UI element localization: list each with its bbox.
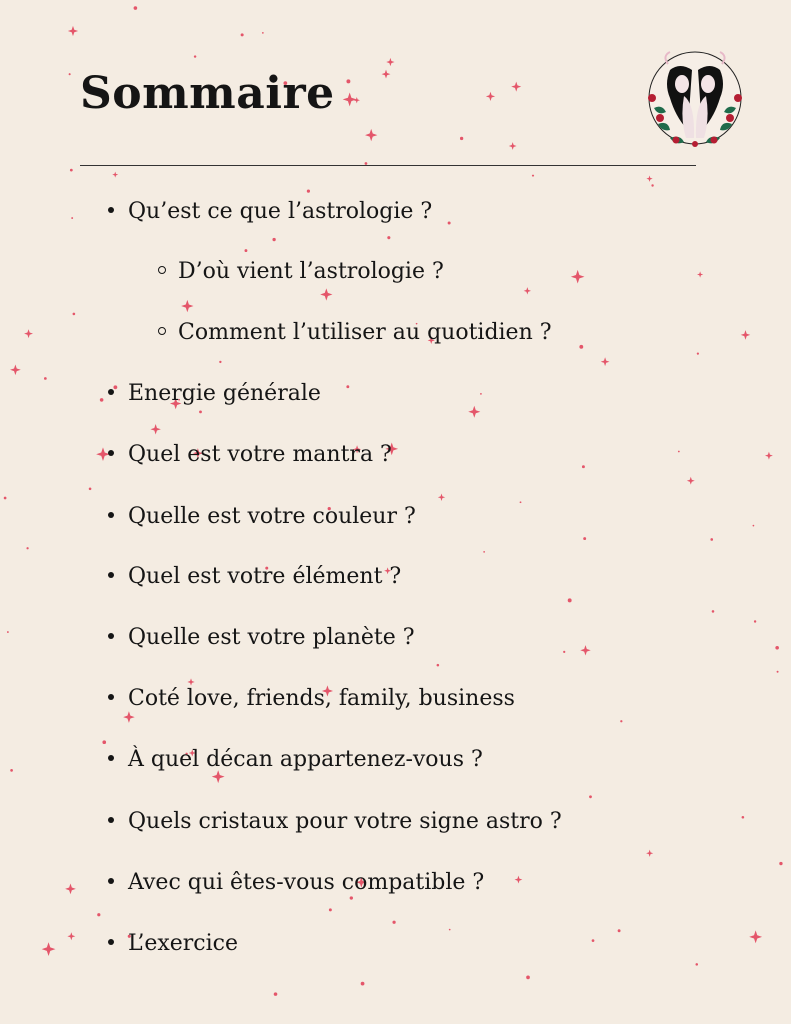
toc-item: [108, 562, 401, 592]
sparkle-star: [509, 142, 517, 150]
sparkle-star: [112, 172, 118, 178]
toc-item-label: Qu’est ce que l’astrologie ?: [128, 199, 433, 224]
toc-item: [108, 684, 515, 714]
toc-subitem: [158, 257, 444, 287]
star-dot: [583, 537, 586, 540]
star-dot: [651, 184, 653, 186]
star-dot: [526, 976, 530, 980]
star-dot: [100, 398, 104, 402]
star-dot: [742, 816, 745, 819]
sparkle-star: [68, 26, 78, 36]
star-dot: [618, 929, 621, 932]
toc-item-label: Quelle est votre couleur ?: [128, 504, 416, 529]
star-dot: [779, 862, 782, 865]
toc-item: [108, 745, 483, 775]
star-dot: [7, 631, 9, 633]
star-dot: [329, 908, 332, 911]
star-dot: [697, 353, 699, 355]
star-dot: [712, 610, 715, 613]
star-dot: [532, 175, 534, 177]
bullet-icon: [108, 633, 114, 639]
sparkle-star: [749, 930, 762, 943]
star-dot: [89, 487, 92, 490]
toc-item-label: Energie générale: [128, 381, 321, 406]
toc-item-label: Quel est votre mantra ?: [128, 442, 392, 467]
sparkle-star: [511, 82, 521, 92]
star-dot: [272, 238, 275, 241]
star-dot: [483, 551, 485, 553]
toc-item: [108, 929, 238, 959]
star-dot: [754, 620, 756, 622]
sparkle-star: [515, 876, 523, 884]
star-dot: [194, 55, 196, 57]
star-dot: [361, 982, 365, 986]
sparkle-star: [438, 494, 445, 501]
star-dot: [199, 410, 202, 413]
bullet-icon: [108, 207, 114, 213]
star-dot: [134, 6, 138, 10]
sparkle-star: [580, 645, 590, 655]
star-dot: [589, 795, 592, 798]
sparkle-star: [24, 329, 33, 338]
sparkle-star: [386, 58, 394, 66]
toc-item: [108, 502, 416, 532]
star-dot: [346, 385, 349, 388]
star-dot: [219, 361, 221, 363]
star-dot: [563, 651, 565, 653]
sparkle-star: [601, 357, 610, 366]
bullet-icon: [108, 817, 114, 823]
star-dot: [346, 79, 350, 83]
star-dot: [97, 913, 100, 916]
sparkle-star: [524, 287, 531, 294]
toc-item-label: L’exercice: [128, 931, 238, 956]
star-dot: [448, 221, 451, 224]
star-dot: [387, 236, 390, 239]
bullet-icon: [108, 878, 114, 884]
star-dot: [753, 525, 755, 527]
star-dot: [70, 169, 73, 172]
toc-item: [108, 379, 321, 409]
sparkle-star: [468, 406, 480, 418]
bullet-icon: [108, 512, 114, 518]
star-dot: [437, 664, 440, 667]
star-dot: [71, 217, 73, 219]
sparkle-star: [765, 452, 773, 460]
sparkle-star: [67, 932, 75, 940]
star-dot: [44, 377, 47, 380]
star-dot: [245, 249, 248, 252]
star-dot: [10, 769, 13, 772]
toc-subitem: [158, 318, 552, 348]
star-dot: [262, 32, 264, 34]
sparkle-star: [382, 70, 391, 79]
star-dot: [520, 501, 522, 503]
sparkle-star: [354, 97, 360, 103]
star-dot: [775, 646, 779, 650]
star-dot: [4, 497, 7, 500]
star-dot: [307, 190, 310, 193]
sparkle-star: [571, 270, 585, 284]
star-dot: [582, 465, 585, 468]
star-dot: [449, 929, 451, 931]
star-dot: [710, 538, 713, 541]
star-dot: [568, 598, 572, 602]
sparkle-star: [365, 129, 377, 141]
toc-item: [108, 440, 392, 470]
circle-bullet-icon: [158, 327, 166, 335]
star-dot: [102, 740, 106, 744]
star-dot: [73, 313, 76, 316]
bullet-icon: [108, 450, 114, 456]
toc-item-label: Coté love, friends, family, business: [128, 686, 515, 711]
toc-item: [108, 868, 484, 898]
sparkle-star: [181, 300, 193, 312]
toc-item: [108, 807, 562, 837]
sparkle-star: [10, 364, 21, 375]
star-dot: [241, 33, 244, 36]
sparkle-star: [741, 330, 751, 340]
toc-item-label: Comment l’utiliser au quotidien ?: [178, 320, 552, 345]
sparkle-star: [65, 884, 76, 895]
toc-item-label: Quelle est votre planète ?: [128, 625, 415, 650]
sparkle-star: [646, 176, 652, 182]
bullet-icon: [108, 572, 114, 578]
toc-item-label: Quel est votre élément ?: [128, 564, 402, 589]
bullet-icon: [108, 939, 114, 945]
toc-item-label: Avec qui êtes-vous compatible ?: [128, 870, 485, 895]
sparkle-star: [343, 92, 357, 106]
sparkle-star: [150, 424, 160, 434]
sparkle-star: [320, 288, 332, 300]
page-title: Sommaire: [80, 68, 335, 119]
star-dot: [274, 992, 278, 996]
bullet-icon: [108, 389, 114, 395]
title-divider: [80, 165, 696, 166]
star-dot: [69, 73, 71, 75]
star-dot: [620, 720, 622, 722]
toc-item: [108, 197, 432, 227]
star-dot: [26, 547, 28, 549]
star-dot: [579, 345, 583, 349]
star-dot: [460, 137, 463, 140]
bullet-icon: [108, 694, 114, 700]
toc-item-label: Quels cristaux pour votre signe astro ?: [128, 809, 562, 834]
circle-bullet-icon: [158, 266, 166, 274]
toc-item-label: À quel décan appartenez-vous ?: [128, 747, 483, 772]
sparkle-star: [486, 92, 495, 101]
star-dot: [392, 921, 395, 924]
sparkle-star: [687, 477, 695, 485]
sparkle-star: [42, 942, 56, 956]
star-dot: [695, 963, 698, 966]
sparkle-star: [646, 850, 653, 857]
gemini-twins-emblem-icon: [640, 48, 750, 152]
toc-item-label: D’où vient l’astrologie ?: [178, 259, 444, 284]
star-dot: [777, 671, 779, 673]
star-dot: [592, 939, 595, 942]
bullet-icon: [108, 755, 114, 761]
toc-item: [108, 623, 415, 653]
star-dot: [678, 451, 680, 453]
star-dot: [480, 393, 482, 395]
sparkle-star: [697, 271, 703, 277]
